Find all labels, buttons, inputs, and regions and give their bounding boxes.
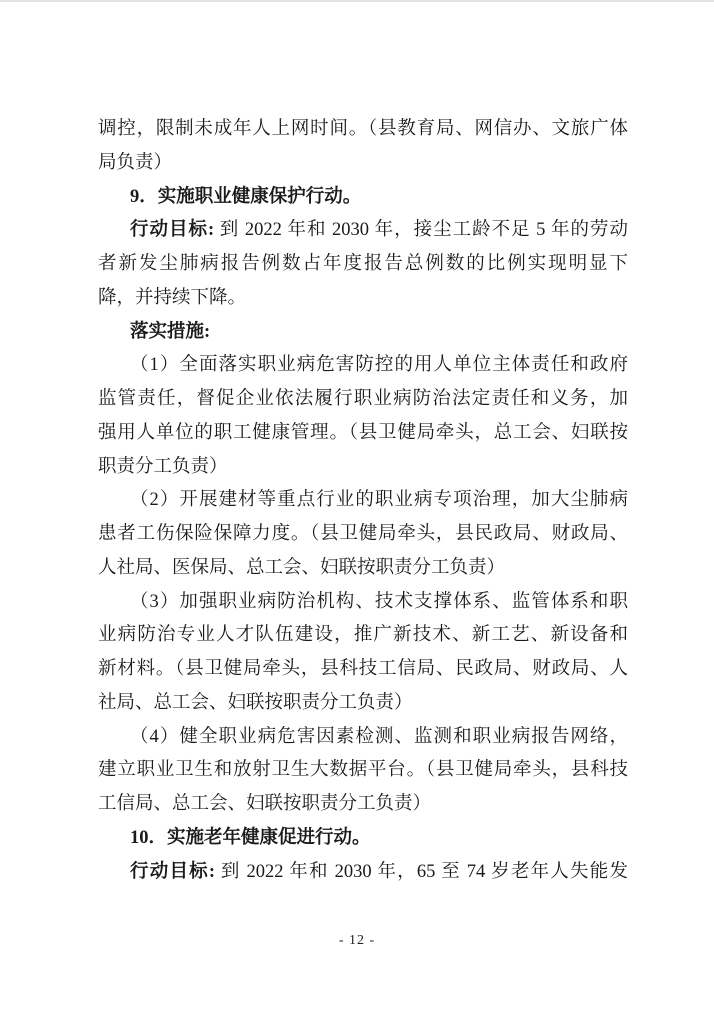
text-line <box>98 248 628 282</box>
body-text: （1）全面落实职业病危害防控的用人单位主体责任和政府 <box>130 355 628 376</box>
text-line <box>98 687 628 721</box>
body-text: 监管责任，督促企业依法履行职业病防治法定责任和义务，加 <box>98 389 628 409</box>
text-line <box>98 417 628 451</box>
bold-text: 9．实施职业健康保护行动。 <box>130 186 362 207</box>
text-line <box>98 788 628 822</box>
text-line <box>98 653 628 687</box>
text-line <box>98 451 628 485</box>
section-heading <box>98 316 628 350</box>
text-line <box>98 484 628 518</box>
text-line <box>98 721 628 755</box>
bold-text: 行动目标: <box>130 220 215 241</box>
body-text: 到 2022 年和 2030 年，接尘工龄不足 5 年的劳动 <box>214 220 628 241</box>
bold-text: 10．实施老年健康促进行动。 <box>130 827 371 848</box>
page-body-text <box>98 113 628 889</box>
body-text: 降，并持续下降。 <box>98 287 247 308</box>
text-line <box>98 383 628 417</box>
text-line <box>98 147 628 181</box>
body-text: （3）加强职业病防治机构、技术支撑体系、监管体系和职 <box>130 591 628 612</box>
text-line <box>98 113 628 147</box>
body-text: （4）健全职业病危害因素检测、监测和职业病报告网络， <box>130 726 628 747</box>
body-text: （2）开展建材等重点行业的职业病专项治理，加大尘肺病 <box>130 490 628 511</box>
body-text: 患者工伤保险保障力度。（县卫健局牵头，县民政局、财政局、 <box>98 524 628 544</box>
body-text: 社局、总工会、妇联按职责分工负责） <box>98 692 413 713</box>
bold-text: 行动目标: <box>130 861 216 882</box>
text-line <box>98 619 628 653</box>
section-heading <box>98 822 628 856</box>
text-line <box>98 214 628 248</box>
body-text: 强用人单位的职工健康管理。（县卫健局牵头，总工会、妇联按 <box>98 422 628 443</box>
body-text: 人社局、医保局、总工会、妇联按职责分工负责） <box>98 557 506 578</box>
body-text: 建立职业卫生和放射卫生大数据平台。（县卫健局牵头，县科技 <box>98 760 628 781</box>
body-text: 到 2022 年和 2030 年，65 至 74 岁老年人失能发 <box>215 861 628 882</box>
text-line <box>98 754 628 788</box>
body-text: 者新发尘肺病报告例数占年度报告总例数的比例实现明显下 <box>98 254 628 274</box>
body-text: 调控，限制未成年人上网时间。（县教育局、网信办、文旅广体 <box>98 119 628 139</box>
body-text: 业病防治专业人才队伍建设，推广新技术、新工艺、新设备和 <box>98 625 628 646</box>
body-text: 局负责） <box>98 152 173 173</box>
bold-text: 落实措施: <box>130 321 211 342</box>
body-text: 新材料。（县卫健局牵头，县科技工信局、民政局、财政局、人 <box>98 659 628 679</box>
page-number: - 12 - <box>338 933 376 948</box>
text-line <box>98 518 628 552</box>
text-line <box>98 349 628 383</box>
text-line <box>98 856 628 890</box>
text-line <box>98 552 628 586</box>
text-line <box>98 282 628 316</box>
body-text: 职责分工负责） <box>98 456 228 477</box>
page-top-edge <box>0 0 714 2</box>
section-heading <box>98 181 628 215</box>
text-line <box>98 586 628 620</box>
body-text: 工信局、总工会、妇联按职责分工负责） <box>98 794 432 814</box>
